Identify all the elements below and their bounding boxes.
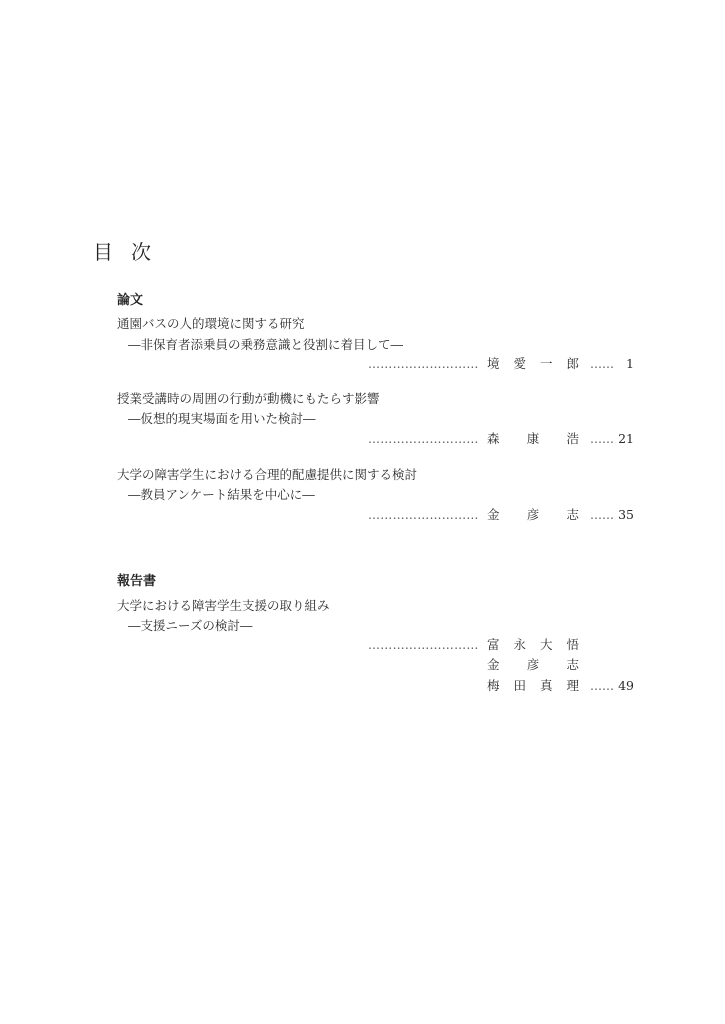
entry-subtitle: ―仮想的現実場面を用いた検討― <box>128 411 316 426</box>
dot-leader: ……………………… <box>368 432 479 446</box>
entry-author: 境 愛 一 郎 <box>487 356 579 371</box>
page-leader: …… <box>590 432 614 446</box>
entry-title: 授業受講時の周囲の行動が動機にもたらす影響 <box>117 391 380 406</box>
entry-title: 大学における障害学生支援の取り組み <box>117 598 330 613</box>
page-number: 49 <box>618 678 634 693</box>
entry-author: 梅 田 真 理 <box>487 678 579 693</box>
page-number: 1 <box>626 356 634 371</box>
entry-author: 金 彦 志 <box>487 507 579 522</box>
entry-subtitle: ―支援ニーズの検討― <box>128 618 253 633</box>
entry-subtitle: ―教員アンケート結果を中心に― <box>128 487 315 502</box>
dot-leader: ……………………… <box>368 357 479 371</box>
section-heading-reports: 報告書 <box>117 574 157 589</box>
toc-title: 目次 <box>93 240 169 264</box>
entry-title: 通園バスの人的環境に関する研究 <box>117 316 305 331</box>
dot-leader: ……………………… <box>368 638 479 652</box>
section-heading-papers: 論文 <box>117 293 144 308</box>
page-number: 35 <box>618 507 634 522</box>
page-leader: …… <box>590 679 614 693</box>
page-leader: …… <box>590 508 614 522</box>
entry-author: 富 永 大 悟 <box>487 637 579 652</box>
entry-subtitle: ―非保育者添乗員の乗務意識と役割に着目して― <box>128 337 404 352</box>
entry-author: 金 彦 志 <box>487 657 579 672</box>
page-leader: …… <box>590 357 614 371</box>
entry-author: 森 康 浩 <box>487 431 579 446</box>
entry-title: 大学の障害学生における合理的配慮提供に関する検討 <box>117 467 418 482</box>
page-number: 21 <box>618 431 634 446</box>
dot-leader: ……………………… <box>368 508 479 522</box>
